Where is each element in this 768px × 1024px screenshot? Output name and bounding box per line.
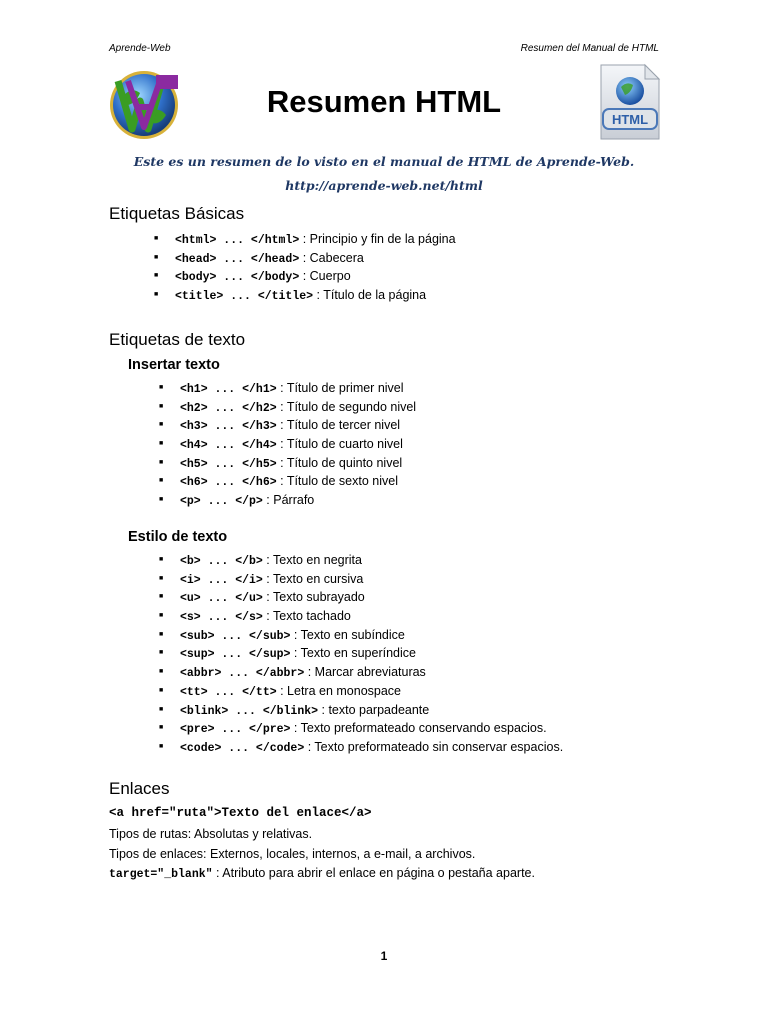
tag-description: : Párrafo	[262, 493, 315, 508]
tag-description: : Texto preformateado sin conservar espacios.	[304, 739, 564, 754]
tag-description: : Marcar abreviaturas	[304, 665, 426, 680]
list-item	[159, 435, 416, 454]
bullet-icon: ■	[159, 440, 164, 448]
tag-description: : Letra en monospace	[276, 683, 402, 698]
tag-description: : Cuerpo	[299, 269, 351, 284]
link-types-line: Tipos de enlaces: Externos, locales, internos, a e-mail, a archivos.	[109, 847, 476, 861]
list-item	[154, 230, 456, 249]
bullet-icon: ■	[159, 421, 164, 429]
bullet-icon: ■	[159, 724, 164, 732]
target-code: target="_blank"	[109, 868, 213, 881]
tag-code: <u> ... </u>	[180, 592, 263, 606]
tag-description: : Título de sexto nivel	[276, 474, 398, 489]
list-item	[159, 588, 563, 607]
tag-code: <h5> ... </h5>	[180, 457, 277, 471]
list-item	[159, 663, 563, 682]
intro-text: Este es un resumen de lo visto en el manual de HTML de Aprende-Web.	[133, 154, 635, 169]
tag-code: <s> ... </s>	[180, 611, 263, 625]
tag-description: : texto parpadeante	[318, 702, 430, 717]
bullet-icon: ■	[154, 272, 159, 280]
list-item	[159, 626, 563, 645]
intro-url[interactable]: http://aprende-web.net/html	[285, 178, 483, 193]
page-title: Resumen HTML	[266, 84, 502, 119]
tag-code: <h4> ... </h4>	[180, 439, 277, 453]
list-basicas	[154, 230, 456, 305]
bullet-icon: ■	[159, 668, 164, 676]
bullet-icon: ■	[159, 477, 164, 485]
tag-description: : Título de primer nivel	[276, 381, 404, 395]
target-desc: : Atributo para abrir el enlace en página o pestaña aparte.	[212, 866, 535, 880]
bullet-icon: ■	[159, 458, 164, 466]
tag-description: : Texto en negrita	[262, 553, 362, 567]
link-code-example: <a href="ruta">Texto del enlace</a>	[109, 806, 372, 820]
list-item	[159, 491, 416, 510]
header-right: Resumen del Manual de HTML	[520, 43, 659, 54]
tag-code: <body> ... </body>	[175, 271, 300, 285]
bullet-icon: ■	[154, 291, 159, 299]
tag-code: <i> ... </i>	[180, 573, 263, 587]
tag-code: <tt> ... </tt>	[180, 685, 277, 699]
tag-description: : Principio y fin de la página	[299, 232, 456, 246]
tag-description: : Título de la página	[313, 288, 427, 303]
list-item	[159, 682, 563, 701]
bullet-icon: ■	[159, 593, 164, 601]
bullet-icon: ■	[159, 402, 164, 410]
list-item	[159, 416, 416, 435]
tag-description: : Título de segundo nivel	[276, 399, 417, 414]
tag-description: : Título de quinto nivel	[276, 455, 403, 470]
tag-code: <p> ... </p>	[180, 495, 263, 509]
list-estilo	[159, 551, 564, 757]
tag-description: : Texto tachado	[262, 609, 351, 624]
tag-code: <b> ... </b>	[180, 555, 263, 568]
tag-code: <blink> ... </blink>	[180, 704, 319, 718]
tag-code: <code> ... </code>	[180, 741, 305, 755]
list-item	[159, 719, 563, 738]
tag-code: <h3> ... </h3>	[180, 420, 277, 434]
subsection-title-estilo: Estilo de texto	[128, 529, 228, 545]
tag-description: : Título de cuarto nivel	[276, 437, 403, 452]
section-title-texto: Etiquetas de texto	[109, 330, 246, 349]
tag-code: <h2> ... </h2>	[180, 401, 277, 415]
tag-code: <head> ... </head>	[175, 252, 300, 266]
list-item	[159, 472, 416, 491]
list-item	[159, 701, 563, 720]
bullet-icon: ■	[159, 649, 164, 657]
bullet-icon: ■	[159, 574, 164, 582]
list-insertar	[159, 379, 417, 510]
list-item	[159, 379, 416, 398]
tag-code: <h6> ... </h6>	[180, 476, 277, 490]
list-item	[159, 738, 564, 757]
tag-code: <html> ... </html>	[175, 234, 300, 247]
page-number: 1	[380, 949, 388, 963]
tag-code: <h1> ... </h1>	[180, 383, 277, 396]
list-item	[154, 286, 456, 305]
bullet-icon: ■	[159, 686, 164, 694]
bullet-icon: ■	[159, 742, 164, 750]
tag-code: <sup> ... </sup>	[180, 648, 291, 662]
list-item	[159, 607, 563, 626]
list-item	[159, 398, 417, 417]
list-item	[154, 267, 456, 286]
list-item	[154, 249, 456, 268]
tag-description: : Cabecera	[299, 250, 364, 265]
bullet-icon: ■	[159, 384, 164, 391]
list-item	[159, 454, 416, 473]
bullet-icon: ■	[154, 235, 159, 242]
tag-description: : Título de tercer nivel	[276, 418, 401, 433]
html-icon-label: HTML	[611, 112, 649, 127]
list-item	[159, 644, 563, 663]
bullet-icon: ■	[159, 556, 164, 563]
tag-code: <pre> ... </pre>	[180, 723, 291, 737]
header-left: Aprende-Web	[109, 43, 171, 54]
list-item	[159, 551, 563, 570]
bullet-icon: ■	[159, 496, 164, 504]
link-routes-line: Tipos de rutas: Absolutas y relativas.	[109, 827, 313, 841]
bullet-icon: ■	[159, 612, 164, 620]
tag-description: : Texto en subíndice	[290, 627, 405, 642]
tag-description: : Texto en cursiva	[262, 571, 364, 586]
tag-description: : Texto preformateado conservando espacios.	[290, 721, 547, 736]
bullet-icon: ■	[159, 630, 164, 638]
tag-description: : Texto subrayado	[262, 590, 365, 605]
bullet-icon: ■	[154, 253, 159, 261]
tag-code: <sub> ... </sub>	[180, 629, 291, 643]
tag-code: <abbr> ... </abbr>	[180, 667, 305, 681]
section-title-enlaces: Enlaces	[109, 779, 170, 798]
list-item	[159, 570, 563, 589]
subsection-title-insertar: Insertar texto	[128, 357, 220, 373]
tag-description: : Texto en superíndice	[290, 646, 416, 661]
bullet-icon: ■	[159, 705, 164, 713]
link-target-line	[109, 866, 535, 881]
section-title-basicas: Etiquetas Básicas	[109, 204, 245, 223]
tag-code: <title> ... </title>	[175, 290, 314, 304]
